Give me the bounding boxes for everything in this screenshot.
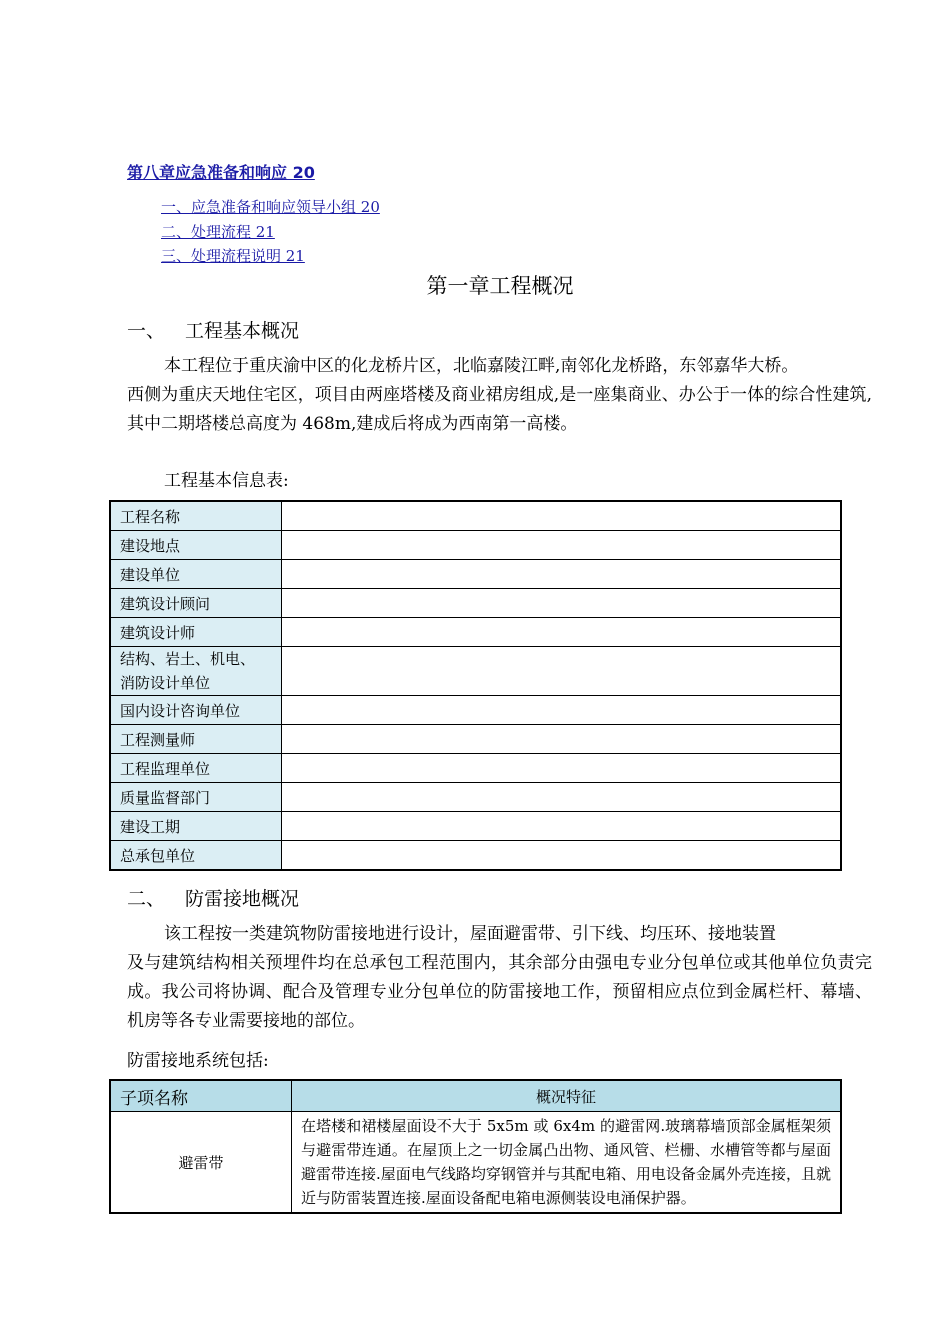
- field-label: 质量监督部门: [110, 783, 282, 812]
- section-number: 二、: [127, 888, 166, 910]
- toc-item-link[interactable]: 三、处理流程说明 21: [161, 247, 305, 265]
- field-label: 总承包单位: [110, 841, 282, 871]
- table-row: [110, 812, 841, 841]
- field-value: [282, 618, 842, 647]
- field-label: 建筑设计师: [110, 618, 282, 647]
- table-row: [110, 589, 841, 618]
- paragraph-body: 西侧为重庆天地住宅区，项目由两座塔楼及商业裙房组成,是一座集商业、办公于一体的综合性建筑,其中二期塔楼总高度为 468m,建成后将成为西南第一高楼。: [127, 385, 872, 434]
- table-row: [110, 783, 841, 812]
- section-number: 一、: [127, 320, 166, 342]
- table-row: [110, 560, 841, 589]
- section-title: 工程基本概况: [185, 320, 300, 342]
- lightning-system-table: [109, 1079, 842, 1214]
- section-heading: [127, 316, 299, 343]
- section-title: 防雷接地概况: [185, 888, 300, 910]
- table-row: [110, 696, 841, 725]
- toc-item-link[interactable]: 一、应急准备和响应领导小组 20: [161, 198, 380, 216]
- field-label: 工程测量师: [110, 725, 282, 754]
- paragraph-first-line: 该工程按一类建筑物防雷接地进行设计，屋面避雷带、引下线、均压环、接地装置: [164, 924, 776, 944]
- field-value: [282, 754, 842, 783]
- field-value: [282, 501, 842, 531]
- table-row: [110, 647, 841, 696]
- field-label: 建设地点: [110, 531, 282, 560]
- field-label: 建筑设计顾问: [110, 589, 282, 618]
- table-row: [110, 618, 841, 647]
- field-value: [282, 725, 842, 754]
- table-row: [110, 531, 841, 560]
- column-header: 概况特征: [292, 1080, 842, 1112]
- field-label: 建设单位: [110, 560, 282, 589]
- paragraph-first-line: 本工程位于重庆渝中区的化龙桥片区，北临嘉陵江畔,南邻化龙桥路，东邻嘉华大桥。: [164, 356, 799, 376]
- item-name: 避雷带: [110, 1112, 292, 1214]
- toc-chapter-link[interactable]: 第八章应急准备和响应 20: [127, 163, 315, 182]
- table-caption: 防雷接地系统包括:: [127, 1051, 269, 1071]
- chapter-title: 第一章工程概况: [426, 274, 574, 298]
- field-value: [282, 589, 842, 618]
- paragraph: [127, 920, 872, 1036]
- field-value: [282, 841, 842, 871]
- field-label: 国内设计咨询单位: [110, 696, 282, 725]
- section-heading: [127, 884, 299, 911]
- field-value: [282, 696, 842, 725]
- column-header: 子项名称: [110, 1080, 292, 1112]
- paragraph: [127, 352, 872, 439]
- table-row: [110, 725, 841, 754]
- field-label: 结构、岩土、机电、 消防设计单位: [110, 647, 282, 696]
- table-row: [110, 1112, 841, 1214]
- project-info-table: [109, 500, 842, 871]
- table-caption: 工程基本信息表:: [164, 471, 289, 491]
- toc-item-link[interactable]: 二、处理流程 21: [161, 223, 275, 241]
- table-row: [110, 841, 841, 871]
- field-value: [282, 647, 842, 696]
- field-label: 建设工期: [110, 812, 282, 841]
- field-value: [282, 560, 842, 589]
- paragraph-body: 及与建筑结构相关预埋件均在总承包工程范围内，其余部分由强电专业分包单位或其他单位负责完成。我公司将协调、配合及管理专业分包单位的防雷接地工作，预留相应点位到金属栏杆、幕墙、机房等各专业需要接地的部位。: [127, 953, 872, 1031]
- field-value: [282, 783, 842, 812]
- field-value: [282, 531, 842, 560]
- item-description: 在塔楼和裙楼屋面设不大于 5x5m 或 6x4m 的避雷网.玻璃幕墙顶部金属框架须与避雷带连通。在屋顶上之一切金属凸出物、通风管、栏栅、水槽管等都与屋面避雷带连接.屋面电气线路均穿钢管并与其配电箱、用电设备金属外壳连接，且就近与防雷装置连接.屋面设备配电箱电源侧装设电涌保护器。: [292, 1112, 842, 1214]
- field-value: [282, 812, 842, 841]
- field-label: 工程名称: [110, 501, 282, 531]
- table-row: [110, 501, 841, 531]
- table-row: [110, 754, 841, 783]
- field-label: 工程监理单位: [110, 754, 282, 783]
